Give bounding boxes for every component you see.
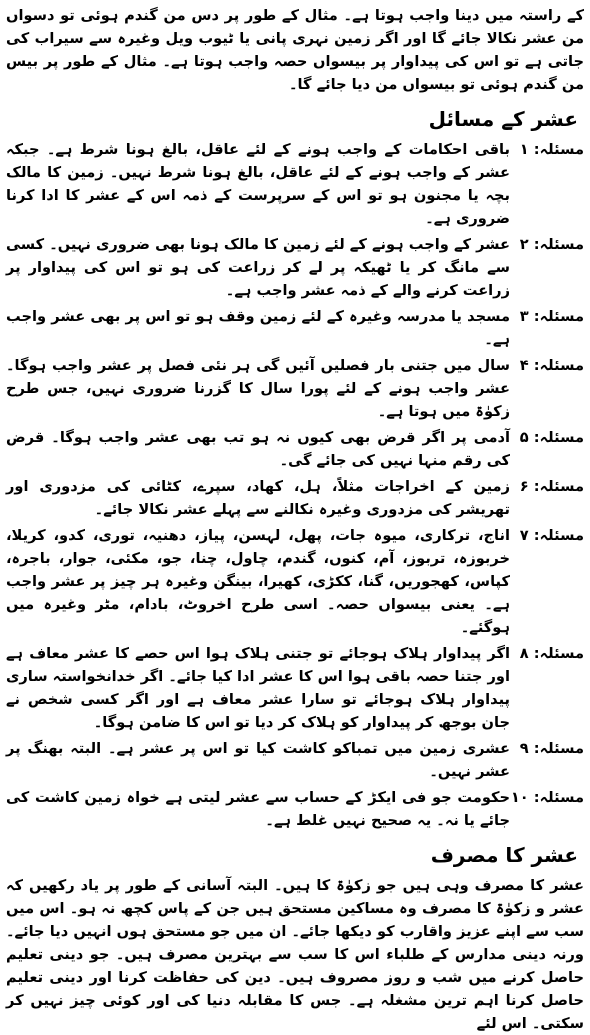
masala-label: مسئلہ: ۵ [519,429,584,446]
masala-text: مسجد یا مدرسہ وغیرہ کے لئے زمین وقف ہو تو اس پر بھی عشر واجب ہے۔ [6,308,510,348]
masala-label: مسئلہ: ۲ [519,236,584,253]
masala-10 [6,786,584,832]
masala-3 [6,305,584,351]
masala-label: مسئلہ: ۹ [519,740,584,757]
masala-text: عشری زمین میں تمباکو کاشت کیا تو اس پر عشر ہے۔ البتہ بھنگ پر عشر نہیں۔ [6,740,510,780]
masala-label: مسئلہ: ۸ [519,645,584,662]
masala-6 [6,475,584,521]
masala-label: مسئلہ: ۶ [519,478,584,495]
masala-label: مسئلہ: ۳ [519,308,584,325]
masala-2 [6,233,584,302]
masala-text: زمین کے اخراجات مثلاً، ہل، کھاد، سپرے، کٹائی کی مزدوری اور تھریشر کی مزدوری وغیرہ نکالنے سے پہلے عشر نکالا جائے۔ [6,478,510,518]
masala-8 [6,642,584,734]
section-heading-ushr-masail: عشر کے مسائل [428,107,578,131]
masala-label: مسئلہ: ۴ [519,357,584,374]
masraf-paragraph: عشر کا مصرف وہی ہیں جو زکوٰۃ کا ہیں۔ البتہ آسانی کے طور پر یاد رکھیں کہ عشر و زکوٰۃ کا مصرف وہ مساکین مستحق ہیں جن کے پاس کچھ نہ ہو۔ اس میں سب سے اپنے عزیز واقارب کو دیکھا جائے۔ ان میں جو مستحق ہوں انہیں دیا جائے۔ ورنہ دینی مدارس کے طلباء اس کا سب سے بہترین مصرف ہیں۔ جو دینی تعلیم حاصل کرنے میں شب و روز مصروف ہیں۔ دین کی حفاظت کرنا اور دینی تعلیم حاصل کرنا اہم ترین مشغلہ ہے۔ جس کا مقابلہ دنیا کی اور کوئی چیز نہیں کر سکتی۔ اس لئے [6,877,584,1032]
masala-text: سال میں جتنی بار فصلیں آئیں گی ہر نئی فصل پر عشر واجب ہوگا۔ عشر واجب ہونے کے لئے پورا سال کا گزرنا ضروری نہیں، جس طرح زکوٰۃ میں ہوتا ہے۔ [6,357,510,420]
masala-1 [6,138,584,230]
masala-7 [6,524,584,639]
masala-text: باقی احکامات کے واجب ہونے کے لئے عاقل، بالغ ہونا شرط ہے۔ جبکہ عشر کے واجب ہونے کے لئے عاقل، بالغ ہونا شرط نہیں۔ زمین کا مالک بچہ یا مجنون ہو تو اس کے سرپرست کے ذمہ اس کے عشر کا ادا کرنا ضروری ہے۔ [6,141,510,227]
masala-4 [6,354,584,423]
masala-text: عشر کے واجب ہونے کے لئے زمین کا مالک ہونا بھی ضروری نہیں۔ کسی سے مانگ کر یا ٹھیکہ پر لے کر زراعت کی ہو تو اس کی پیداوار پر زراعت کرنے والے کے ذمہ عشر واجب ہے۔ [6,236,510,299]
masala-text: آدمی پر اگر قرض بھی کیوں نہ ہو تب بھی عشر واجب ہوگا۔ قرض کی رقم منہا نہیں کی جائے گی۔ [6,429,510,469]
masala-text: اناج، ترکاری، میوہ جات، پھل، لہسن، پیاز، دھنیہ، توری، کدو، کریلا، خربوزہ، تربوز، آم، کنوں، گندم، چاول، چنا، جو، مکئی، جوار، باجرہ، کپاس، کھجوریں، گنا، ککڑی، کھیرا، بینگن وغیرہ ہر چیز پر عشر واجب ہے۔ یعنی بیسواں حصہ۔ اسی طرح اخروٹ، بادام، مٹر وغیرہ میں ہوگئے۔ [6,527,510,636]
masala-text: حکومت جو فی ایکڑ کے حساب سے عشر لیتی ہے خواہ زمین کاشت کی جائے یا نہ۔ یہ صحیح نہیں غلط ہے۔ [6,789,510,829]
masala-5 [6,426,584,472]
intro-paragraph: کے راستہ میں دینا واجب ہوتا ہے۔ مثال کے طور پر دس من گندم ہوئی تو دسواں من عشر نکالا جائے گا اور اگر زمین نہری پانی یا ٹیوب ویل وغیرہ سے سیراب کی جاتی ہے تو اس کی پیداوار پر بیسواں حصہ واجب ہوتا ہے۔ مثال کے طور پر بیس من گندم ہوئی تو بیسواں من دیا جائے گا۔ [6,7,584,93]
masala-label: مسئلہ: ۱ [519,141,584,158]
masala-label: مسئلہ: ۱۰ [510,789,584,806]
masala-text: اگر پیداوار ہلاک ہوجائے تو جتنی ہلاک ہوا اس حصے کا عشر معاف ہے اور جتنا حصہ باقی ہوا اس کا عشر ادا کیا جائے۔ اگر خدانخواستہ ساری پیداوار ہلاک ہوجائے تو سارا عشر معاف ہے اور اگر کسی شخص نے جان بوجھ کر پیداوار کو ہلاک کر دیا تو اس کا ضامن ہوگا۔ [5,645,510,731]
masala-9 [6,737,584,783]
masala-label: مسئلہ: ۷ [519,527,584,544]
masail-list [6,138,584,832]
section-heading-ushr-masraf: عشر کا مصرف [430,843,578,867]
